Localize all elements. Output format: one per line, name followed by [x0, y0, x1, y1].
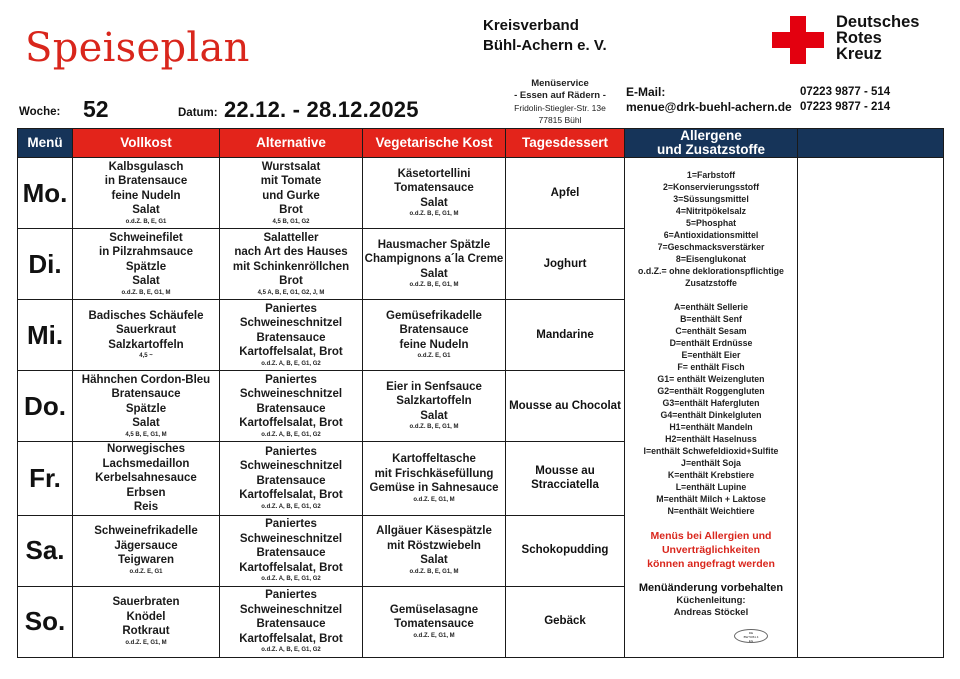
allergen-code: o.d.Z. A, B, E, G1, G2: [261, 503, 321, 510]
vollkost-cell: [73, 158, 220, 229]
allergen-item: G3=enthält Hafergluten: [662, 398, 760, 409]
additive-item: 1=Farbstoff: [686, 170, 736, 181]
header-dessert: Tagesdessert: [506, 129, 625, 158]
dish-line: Brot: [279, 275, 303, 287]
alternative-cell: [220, 586, 363, 657]
header-alternative: Alternative: [220, 129, 363, 158]
week-label: Woche:: [19, 106, 61, 118]
dish-line: Paniertes: [265, 445, 317, 458]
dish-line: Bratensauce: [256, 547, 326, 559]
dish-line: Kartoffelsalat, Brot: [239, 632, 343, 645]
logo-line-3: Kreuz: [836, 45, 882, 63]
dish-line: Allgäuer Käsespätzle: [376, 525, 492, 538]
allergen-code: o.d.Z. A, B, E, G1, G2: [261, 647, 321, 653]
allergen-code: o.d.Z. B, E, G1, M: [409, 282, 459, 289]
vegetarisch-cell: [363, 515, 506, 586]
page-title: Speiseplan: [25, 25, 250, 71]
allergen-code: o.d.Z. A, B, E, G1, G2: [261, 431, 321, 438]
allergen-code: o.d.Z. A, B, E, G1, G2: [261, 576, 321, 582]
phone-block: [800, 85, 890, 115]
menu-table: [17, 128, 944, 658]
dish-line: Käsetortellini: [397, 167, 471, 180]
allergen-item: J=enthält Soja: [681, 458, 741, 469]
dessert-line: Schokopudding: [521, 544, 609, 557]
dish-line: feine Nudeln: [399, 338, 469, 351]
dish-line: Paniertes: [265, 302, 317, 315]
dish-line: Kartoffeltasche: [392, 453, 476, 465]
allergy-notice-line: Menüs bei Allergien und: [650, 530, 772, 543]
allergen-item: I=enthält Schwefeldioxid+Sulfite: [643, 446, 779, 457]
dish-line: Knödel: [126, 610, 166, 623]
vegetarisch-cell: [363, 300, 506, 371]
date-range: 22.12. - 28.12.2025: [224, 97, 419, 122]
dish-line: Hausmacher Spätzle: [377, 238, 491, 251]
header-vollkost: Vollkost: [73, 129, 220, 158]
alternative-cell: [220, 300, 363, 371]
dish-line: Gemüselasagne: [389, 603, 479, 616]
day-label: So.: [18, 586, 73, 657]
vegetarisch-cell: [363, 371, 506, 442]
allergen-code: o.d.Z. B, E, G1, M: [409, 211, 459, 218]
dish-line: Schweineschnitzel: [239, 603, 343, 616]
dish-line: in Pilzrahmsauce: [99, 246, 193, 258]
day-label: Do.: [18, 371, 73, 442]
additive-item: 4=Nitritpökelsalz: [675, 206, 747, 217]
dessert-line: Mousse au: [535, 464, 595, 477]
service-info: [505, 78, 615, 126]
dish-line: Salat: [132, 204, 160, 216]
dish-line: Erbsen: [126, 486, 166, 499]
additive-item: 7=Geschmacksverstärker: [657, 242, 765, 253]
allergen-code: o.d.Z. B, E, G1: [125, 218, 167, 225]
allergen-item: D=enthält Erdnüsse: [669, 338, 753, 349]
additive-item: 6=Antioxidationsmittel: [663, 230, 759, 241]
vollkost-cell: [73, 371, 220, 442]
dish-line: Schweineschnitzel: [239, 460, 343, 473]
vollkost-cell: [73, 442, 220, 516]
dish-line: Bratensauce: [256, 402, 326, 415]
org-line-2: Bühl-Achern e. V.: [483, 37, 607, 54]
allergen-code: o.d.Z. E, G1: [417, 353, 451, 360]
day-label: Fr.: [18, 442, 73, 516]
allergen-code: o.d.Z. B, E, G1, M: [409, 424, 459, 431]
dish-line: feine Nudeln: [111, 189, 181, 202]
dish-line: Bratensauce: [111, 388, 181, 400]
dish-line: Gemüse in Sahnesauce: [369, 482, 499, 494]
dish-line: Bratensauce: [399, 324, 469, 337]
org-line-1: Kreisverband: [483, 17, 579, 34]
dessert-cell: [506, 442, 625, 516]
dish-line: Schweineschnitzel: [239, 532, 343, 545]
header-menu: Menü: [18, 129, 73, 158]
dish-line: mit Frischkäsefüllung: [374, 467, 494, 480]
allergen-item: L=enthält Lupine: [675, 482, 747, 493]
table-header-row: [18, 129, 944, 158]
dish-line: Salat: [420, 267, 448, 280]
allergen-item: E=enthält Eier: [681, 350, 741, 361]
dessert-line: Gebäck: [544, 615, 586, 628]
drk-logo-text: [836, 14, 919, 62]
dish-line: Kartoffelsalat, Brot: [239, 346, 343, 358]
dish-line: Tomatensauce: [394, 182, 474, 195]
dish-line: Lachsmedaillon: [102, 457, 190, 470]
dish-line: Salat: [420, 554, 448, 567]
dish-line: Kerbelsahnesauce: [95, 472, 197, 484]
day-label: Mo.: [18, 158, 73, 229]
alternative-cell: [220, 515, 363, 586]
allergen-item: B=enthält Senf: [680, 314, 742, 325]
dessert-line: Mousse au Chocolat: [509, 399, 621, 412]
allergen-legend: [625, 158, 798, 658]
organization-name: [483, 16, 607, 56]
dish-line: Salat: [132, 417, 160, 429]
additive-item: 2=Konservierungsstoff: [662, 182, 760, 193]
allergen-code: o.d.Z. A, B, E, G1, G2: [261, 360, 321, 367]
allergen-item: G4=enthält Dinkelgluten: [660, 410, 762, 421]
alternative-cell: [220, 229, 363, 300]
dessert-line: Apfel: [550, 186, 580, 199]
dish-line: Wurstsalat: [261, 160, 321, 173]
dessert-cell: [506, 586, 625, 657]
email-address[interactable]: menue@drk-buehl-achern.de: [626, 100, 792, 114]
extra-column: [798, 158, 944, 658]
additive-item: Zusatzstoffe: [685, 278, 737, 289]
day-label: Sa.: [18, 515, 73, 586]
dessert-cell: [506, 158, 625, 229]
vegetarisch-cell: [363, 442, 506, 516]
additive-item: 3=Süssungsmittel: [673, 194, 749, 205]
eu-certification-badge: [734, 629, 768, 643]
service-city: 77815 Bühl: [538, 115, 582, 125]
dish-line: Kartoffelsalat, Brot: [239, 417, 343, 429]
kitchen-name: Andreas Stöckel: [673, 607, 749, 619]
dish-line: Champignons a´la Creme: [364, 253, 504, 266]
alternative-cell: [220, 158, 363, 229]
dish-line: Gemüsefrikadelle: [386, 309, 482, 322]
allergen-code: o.d.Z. B, E, G1, M: [121, 289, 171, 296]
red-cross-icon: [772, 16, 824, 64]
allergen-item: K=enthält Krebstiere: [667, 470, 755, 481]
dish-line: Salat: [420, 196, 448, 209]
dish-line: mit Schinkenröllchen: [232, 260, 350, 273]
dessert-cell: [506, 515, 625, 586]
dish-line: Bratensauce: [256, 331, 326, 344]
dish-line: Jägersauce: [114, 539, 178, 552]
dish-line: Badisches Schäufele: [88, 309, 204, 322]
header-vegetarisch: Vegetarische Kost: [363, 129, 506, 158]
dish-line: Salatteller: [263, 231, 319, 244]
dish-line: Brot: [279, 204, 303, 216]
vegetarisch-cell: [363, 586, 506, 657]
email-block: [626, 85, 792, 115]
allergen-code: o.d.Z. E, G1, M: [125, 639, 167, 646]
badge-line: EG: [748, 639, 754, 644]
service-title: Menüservice: [531, 78, 589, 89]
dish-line: Kalbsgulasch: [108, 160, 184, 173]
dish-line: Schweinefilet: [109, 231, 183, 244]
dessert-line: Stracciatella: [531, 479, 599, 492]
dish-line: Kartoffelsalat, Brot: [239, 561, 343, 574]
allergen-code: 4,5 B, E, G1, M: [125, 431, 167, 438]
vegetarisch-cell: [363, 229, 506, 300]
kitchen-label: Küchenleitung:: [676, 595, 746, 607]
additive-item: 8=Eisenglukonat: [675, 254, 747, 265]
day-label: Mi.: [18, 300, 73, 371]
dish-line: Bratensauce: [256, 618, 326, 630]
header-allergene-line-1: Allergene: [680, 128, 742, 143]
vollkost-cell: [73, 300, 220, 371]
dish-line: Sauerbraten: [112, 596, 180, 609]
dish-line: Bratensauce: [256, 474, 326, 487]
dish-line: Teigwaren: [117, 554, 175, 567]
header-allergene-line-2: und Zusatzstoffe: [657, 142, 765, 157]
dish-line: mit Röstzwiebeln: [387, 539, 481, 552]
allergen-item: F= enthält Fisch: [677, 362, 745, 373]
allergy-notice-line: können angefragt werden: [647, 558, 775, 571]
email-label: E-Mail:: [626, 85, 666, 99]
badge-line: BW 5451 4: [743, 635, 759, 640]
dish-line: Paniertes: [265, 589, 317, 601]
menu-change-notice: Menüänderung vorbehalten: [638, 582, 784, 595]
logo-line-2: Rotes: [836, 29, 882, 47]
dish-line: Salzkartoffeln: [396, 395, 472, 408]
dessert-cell: [506, 300, 625, 371]
dish-line: Kartoffelsalat, Brot: [239, 489, 343, 502]
day-label: Di.: [18, 229, 73, 300]
logo-line-1: Deutsches: [836, 13, 920, 31]
dish-line: Salat: [132, 275, 160, 287]
dish-line: Sauerkraut: [115, 324, 177, 337]
phone-1[interactable]: 07223 9877 - 514: [800, 86, 891, 98]
dessert-cell: [506, 371, 625, 442]
allergen-code: 4,5 B, G1, G2: [272, 218, 310, 225]
dish-line: Spätzle: [125, 260, 167, 273]
date-label: Datum:: [178, 107, 218, 119]
dessert-line: Joghurt: [543, 257, 587, 270]
dish-line: Paniertes: [265, 518, 317, 530]
header-allergene: [625, 129, 798, 158]
dish-line: Paniertes: [265, 373, 317, 386]
allergen-code: o.d.Z. E, G1, M: [413, 632, 455, 639]
dish-line: Tomatensauce: [394, 618, 474, 630]
dish-line: Norwegisches: [107, 443, 185, 455]
additive-item: 5=Phosphat: [685, 218, 737, 229]
additive-item: o.d.Z.= ohne deklorationspflichtige: [638, 266, 784, 277]
week-number: 52: [83, 96, 109, 122]
dish-line: Hähnchen Cordon-Bleu: [81, 373, 211, 386]
badge-line: DE: [748, 631, 754, 636]
allergen-item: G1= enthält Weizengluten: [657, 374, 765, 385]
spacer: [625, 517, 797, 529]
allergy-notice-line: Unverträglichkeiten: [661, 544, 761, 557]
vollkost-cell: [73, 586, 220, 657]
service-address: Fridolin-Stiegler-Str. 13e: [514, 103, 606, 113]
dish-line: nach Art des Hauses: [234, 246, 348, 258]
dish-line: Spätzle: [125, 402, 167, 415]
dish-line: in Bratensauce: [104, 175, 188, 187]
vegetarisch-cell: [363, 158, 506, 229]
alternative-cell: [220, 371, 363, 442]
allergen-code: 4,5 A, B, E, G1, G2, J, M: [257, 289, 325, 296]
allergen-item: C=enthält Sesam: [675, 326, 747, 337]
dish-line: Salat: [420, 409, 448, 422]
table-row: [18, 158, 944, 229]
dish-line: Salzkartoffeln: [108, 338, 184, 351]
dish-line: Reis: [133, 501, 159, 513]
phone-2[interactable]: 07223 9877 - 214: [800, 101, 891, 113]
dish-line: Schweineschnitzel: [239, 388, 343, 400]
dessert-cell: [506, 229, 625, 300]
allergen-item: M=enthält Milch + Laktose: [656, 494, 766, 505]
dessert-line: Mandarine: [536, 328, 594, 341]
allergen-item: N=enthält Weichtiere: [667, 506, 755, 517]
allergen-item: H1=enthält Mandeln: [669, 422, 753, 433]
dish-line: mit Tomate: [260, 175, 322, 187]
allergen-item: G2=enthält Roggengluten: [657, 386, 765, 397]
allergen-item: H2=enthält Haselnuss: [665, 434, 757, 445]
alternative-cell: [220, 442, 363, 516]
service-subtitle: - Essen auf Rädern -: [514, 90, 606, 101]
spacer: [625, 289, 797, 301]
dish-line: Eier in Senfsauce: [386, 380, 482, 393]
vollkost-cell: [73, 229, 220, 300]
allergen-item: A=enthält Sellerie: [673, 302, 749, 313]
header-extra: [798, 129, 944, 158]
dish-line: und Gurke: [262, 189, 320, 202]
allergen-code: o.d.Z. B, E, G1, M: [409, 568, 459, 575]
allergen-code: o.d.Z. E, G1, M: [413, 496, 455, 503]
dish-line: Schweinefrikadelle: [94, 525, 198, 538]
dish-line: Schweineschnitzel: [239, 317, 343, 329]
dish-line: Rotkraut: [122, 625, 170, 638]
vollkost-cell: [73, 515, 220, 586]
allergen-code: 4,5 ~: [139, 353, 153, 360]
allergen-code: o.d.Z. E, G1: [129, 568, 163, 575]
